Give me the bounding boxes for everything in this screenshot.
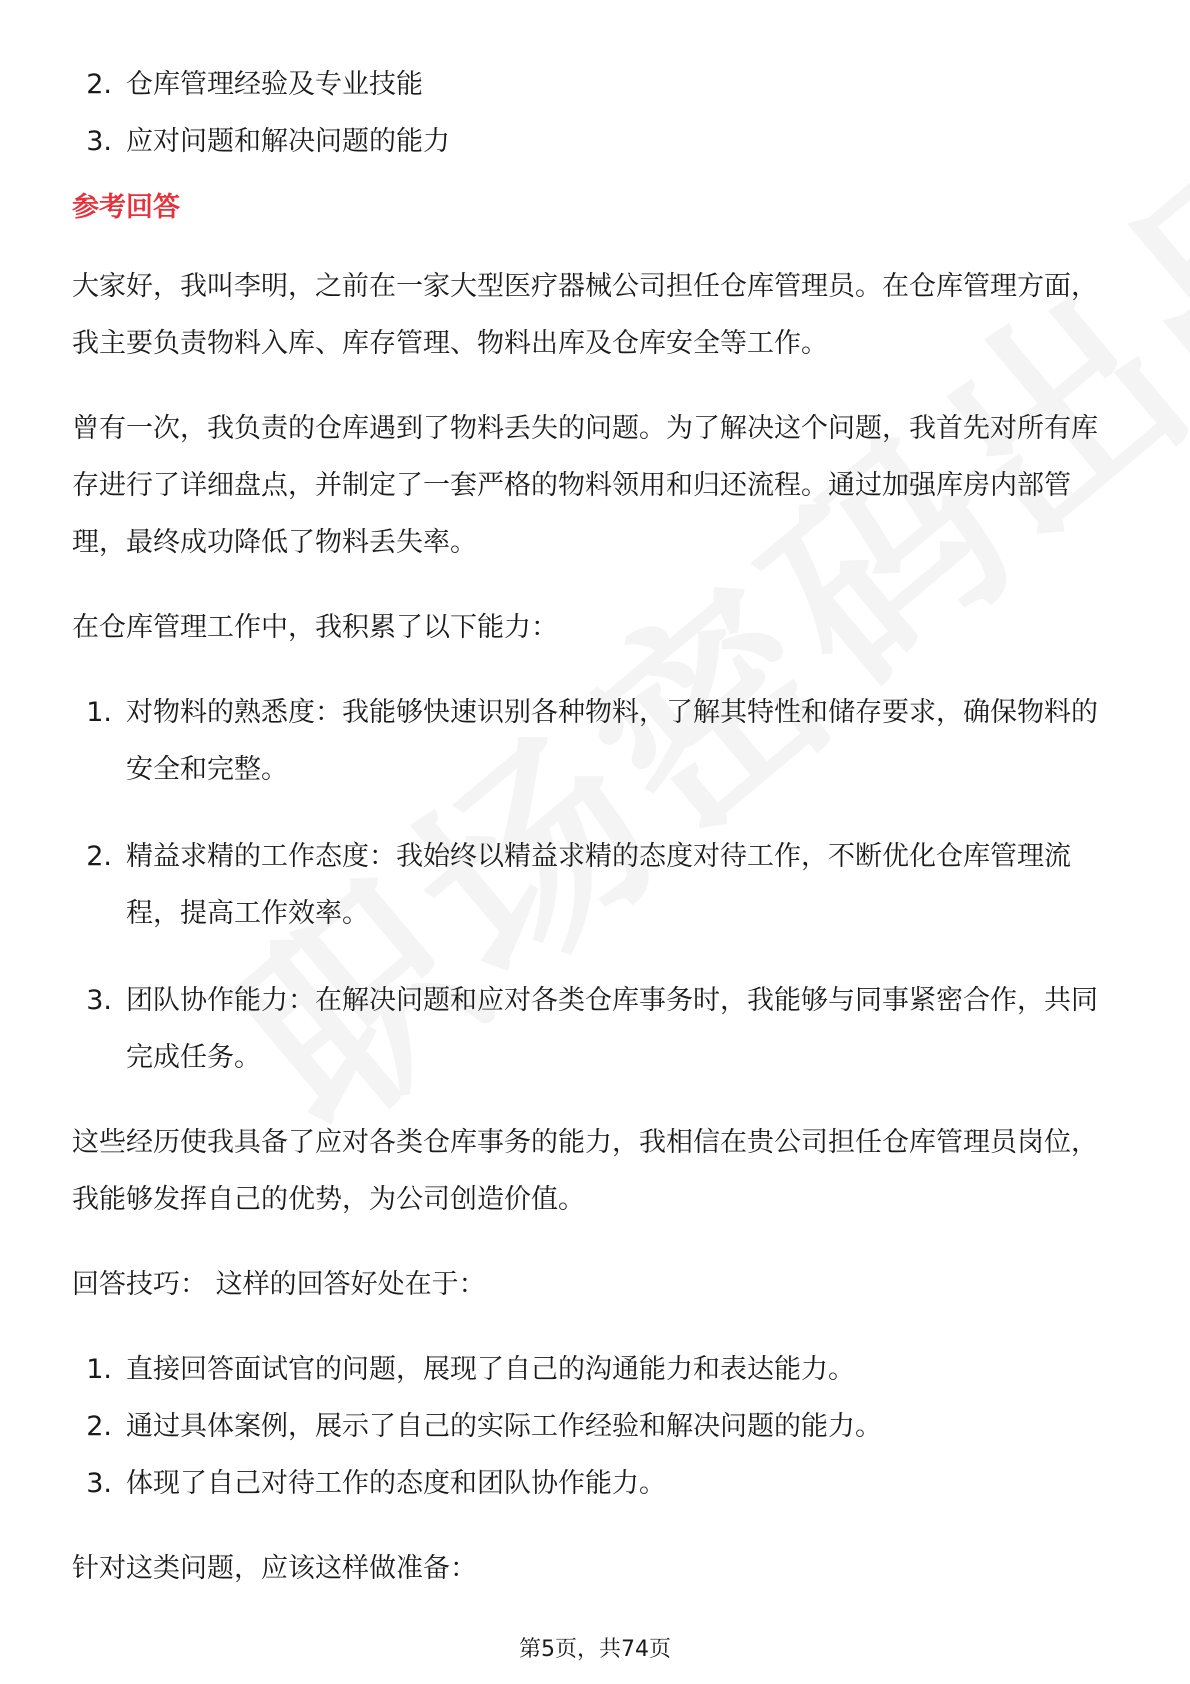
answer-paragraph-intro: 大家好，我叫李明，之前在一家大型医疗器械公司担任仓库管理员。在仓库管理方面，我主要负责物料入库、库存管理、物料出库及仓库安全等工作。	[72, 271, 1098, 359]
list-item-text: 应对问题和解决问题的能力	[126, 126, 450, 157]
answer-paragraph-abilities-intro: 在仓库管理工作中，我积累了以下能力：	[72, 612, 558, 643]
list-item	[72, 113, 1118, 170]
tips-intro: 回答技巧： 这样的回答好处在于：	[72, 1269, 486, 1300]
list-item	[72, 828, 1118, 942]
list-item-number: 3.	[86, 126, 112, 157]
list-item-text: 对物料的熟悉度：我能够快速识别各种物料，了解其特性和储存要求，确保物料的安全和完整。	[126, 697, 1098, 785]
requirements-list	[72, 56, 1118, 170]
section-heading: 参考回答	[72, 192, 180, 223]
preparation-intro: 针对这类问题，应该这样做准备：	[72, 1553, 477, 1584]
list-item-text: 体现了自己对待工作的态度和团队协作能力。	[126, 1468, 666, 1499]
page-number: 第5页，共74页	[519, 1637, 671, 1662]
list-item	[72, 1398, 1118, 1455]
list-item-number: 1.	[86, 1354, 112, 1385]
list-item	[72, 1341, 1118, 1398]
list-item-number: 2.	[86, 1411, 112, 1442]
list-item	[72, 56, 1118, 113]
list-item-number: 3.	[86, 1468, 112, 1499]
list-item-text: 仓库管理经验及专业技能	[126, 69, 423, 100]
answer-paragraph-conclusion: 这些经历使我具备了应对各类仓库事务的能力，我相信在贵公司担任仓库管理员岗位，我能够发挥自己的优势，为公司创造价值。	[72, 1127, 1098, 1215]
tips-list	[72, 1341, 1118, 1512]
list-item-number: 1.	[86, 697, 112, 728]
answer-paragraph-case: 曾有一次，我负责的仓库遇到了物料丢失的问题。为了解决这个问题，我首先对所有库存进行了详细盘点，并制定了一套严格的物料领用和归还流程。通过加强库房内部管理，最终成功降低了物料丢失率。	[72, 413, 1098, 558]
list-item-number: 2.	[86, 69, 112, 100]
list-item-text: 精益求精的工作态度：我始终以精益求精的态度对待工作，不断优化仓库管理流程，提高工作效率。	[126, 841, 1071, 929]
list-item-number: 2.	[86, 841, 112, 872]
list-item	[72, 1455, 1118, 1512]
list-item-text: 直接回答面试官的问题，展现了自己的沟通能力和表达能力。	[126, 1354, 855, 1385]
list-item	[72, 972, 1118, 1086]
list-item	[72, 684, 1118, 798]
list-item-number: 3.	[86, 985, 112, 1016]
list-item-text: 通过具体案例，展示了自己的实际工作经验和解决问题的能力。	[126, 1411, 882, 1442]
list-item-text: 团队协作能力：在解决问题和应对各类仓库事务时，我能够与同事紧密合作，共同完成任务。	[126, 985, 1098, 1073]
page-content	[72, 56, 1118, 1625]
abilities-list	[72, 684, 1118, 1086]
